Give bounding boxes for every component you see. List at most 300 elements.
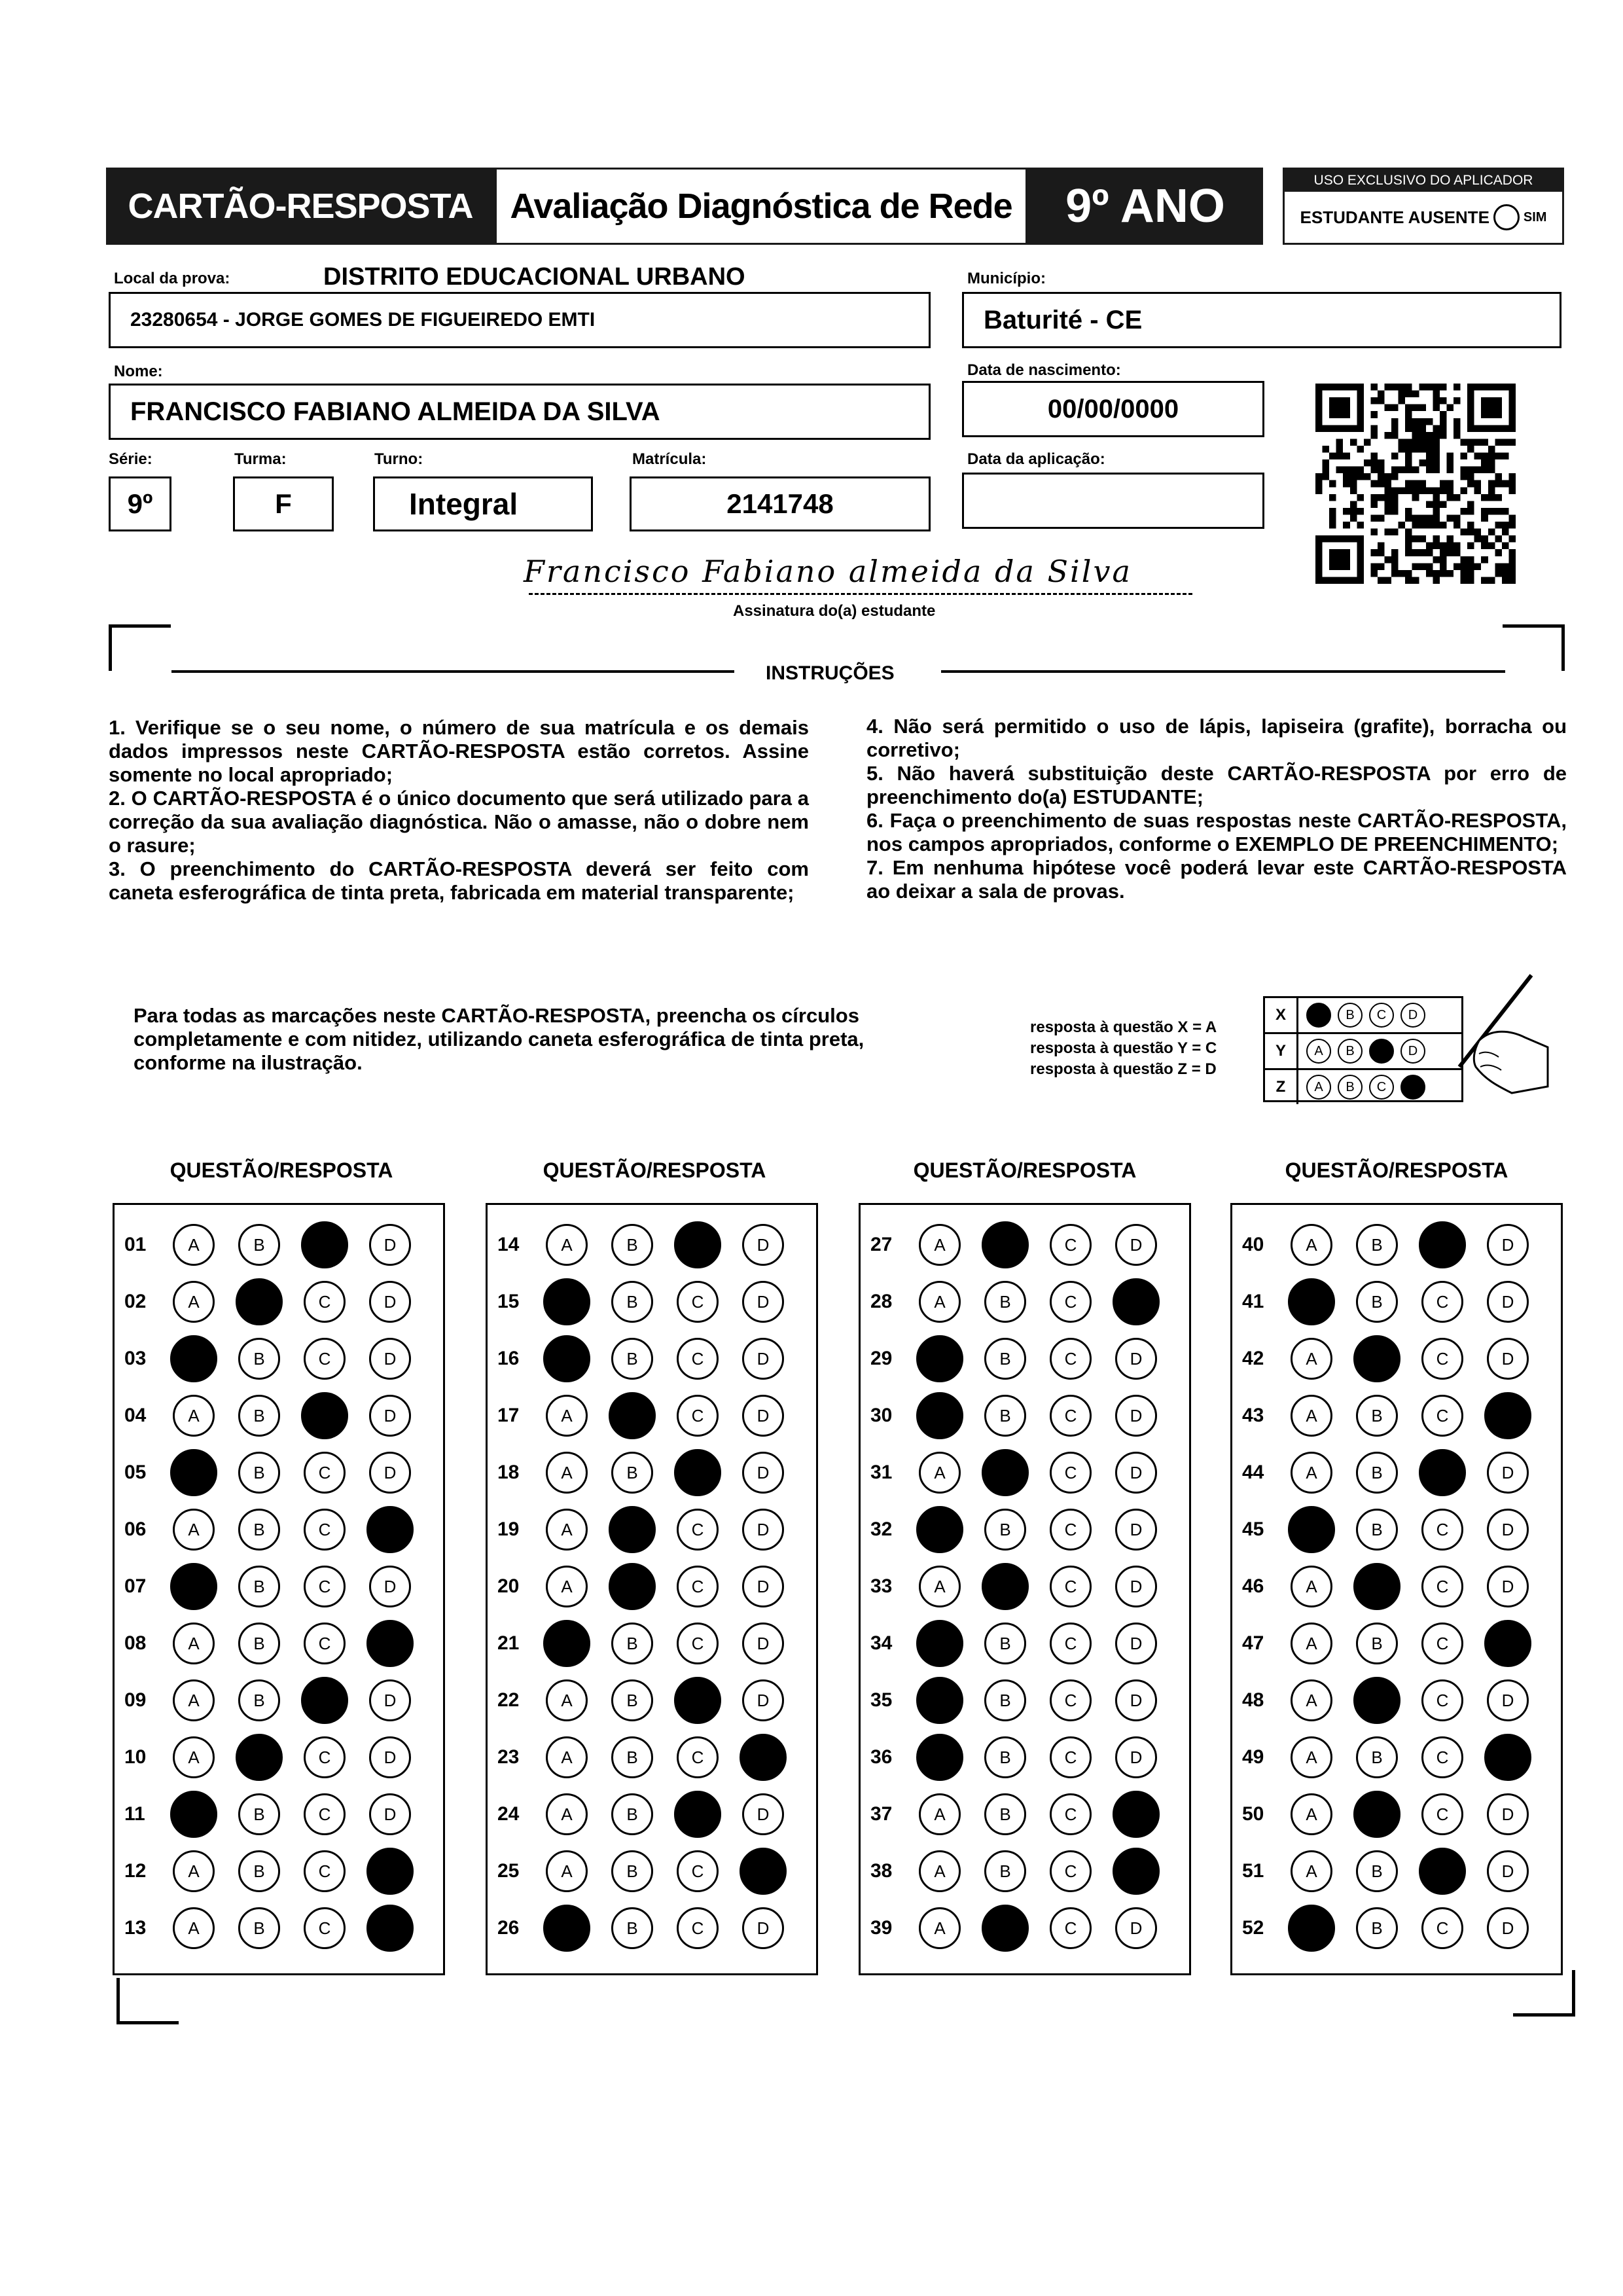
instructions-right (866, 715, 1567, 903)
school-field: 23280654 - JORGE GOMES DE FIGUEIREDO EMTI (109, 292, 931, 348)
answer-bubble-b[interactable]: B (238, 1907, 280, 1949)
answer-row (116, 1674, 435, 1727)
question-number: 03 (124, 1348, 147, 1369)
answer-bubble-b[interactable]: B (611, 1281, 653, 1323)
answer-bubble-b[interactable] (982, 1221, 1029, 1268)
answer-bubble-a[interactable]: A (173, 1281, 215, 1323)
answer-bubble-d[interactable]: D (1115, 1395, 1157, 1437)
answer-bubble-a[interactable] (170, 1449, 217, 1496)
question-number: 36 (870, 1746, 893, 1768)
answer-bubble-a[interactable]: A (919, 1850, 961, 1892)
answer-bubble-a[interactable]: A (919, 1281, 961, 1323)
answer-bubble-b[interactable]: B (1356, 1907, 1398, 1949)
answer-row (863, 1674, 1181, 1727)
answer-bubble-d[interactable]: D (742, 1452, 784, 1494)
question-number: 13 (124, 1917, 147, 1939)
answer-bubble-b[interactable]: B (238, 1224, 280, 1266)
absent-bubble[interactable] (1493, 204, 1520, 230)
serie-label: Série: (109, 450, 152, 468)
answer-bubble-a[interactable] (170, 1791, 217, 1838)
answer-row (116, 1276, 435, 1328)
answer-bubble-d[interactable] (366, 1506, 414, 1553)
answer-bubble-a[interactable] (916, 1506, 963, 1553)
question-number: 14 (497, 1234, 520, 1255)
answer-bubble-c[interactable]: C (304, 1736, 346, 1778)
question-number: 52 (1242, 1917, 1264, 1939)
example-grid (1263, 996, 1463, 1102)
answer-bubble-b[interactable]: B (238, 1452, 280, 1494)
example-row (1265, 1070, 1461, 1104)
answer-bubble-b[interactable]: B (611, 1793, 653, 1835)
answer-bubble-c[interactable]: C (677, 1907, 719, 1949)
answer-row (863, 1845, 1181, 1897)
answer-bubble-d[interactable] (366, 1848, 414, 1895)
column-header: QUESTÃO/RESPOSTA (543, 1158, 766, 1182)
answer-bubble-c[interactable]: C (1050, 1850, 1092, 1892)
answer-bubble-d[interactable] (1484, 1620, 1531, 1667)
answer-row (1234, 1219, 1552, 1271)
answer-bubble-c[interactable]: C (1050, 1338, 1092, 1380)
answer-bubble-a[interactable]: A (919, 1452, 961, 1494)
answer-bubble-c[interactable]: C (1421, 1623, 1463, 1664)
answer-row (863, 1390, 1181, 1442)
answer-row (863, 1902, 1181, 1954)
question-number: 34 (870, 1632, 893, 1654)
answer-row (116, 1902, 435, 1954)
answer-bubble-c[interactable]: C (304, 1623, 346, 1664)
example-question-label: X (1265, 998, 1298, 1032)
answer-bubble-c[interactable]: C (677, 1736, 719, 1778)
corner-mark-bottom-left (116, 1978, 179, 2024)
answer-bubble-a[interactable]: A (546, 1395, 588, 1437)
answer-bubble-c[interactable]: C (304, 1793, 346, 1835)
answer-bubble-c[interactable]: C (1421, 1395, 1463, 1437)
answer-bubble-b[interactable]: B (238, 1679, 280, 1721)
answer-bubble-c[interactable] (674, 1221, 721, 1268)
answer-bubble-a[interactable] (916, 1335, 963, 1382)
answer-bubble-b[interactable]: B (611, 1736, 653, 1778)
answer-bubble-c[interactable] (301, 1677, 348, 1724)
answer-bubble-a[interactable]: A (173, 1907, 215, 1949)
question-number: 22 (497, 1689, 520, 1711)
answer-bubble-b[interactable] (236, 1734, 283, 1781)
example-bubble-c: C (1369, 1003, 1394, 1028)
answer-row (116, 1731, 435, 1784)
answer-bubble-d[interactable]: D (1487, 1793, 1529, 1835)
answer-row (863, 1446, 1181, 1499)
answer-bubble-a[interactable]: A (1291, 1338, 1332, 1380)
answer-bubble-a[interactable]: A (546, 1793, 588, 1835)
answer-bubble-d[interactable]: D (369, 1736, 411, 1778)
answer-bubble-d[interactable]: D (742, 1338, 784, 1380)
answer-bubble-b[interactable]: B (1356, 1452, 1398, 1494)
answer-row (490, 1788, 808, 1840)
question-number: 37 (870, 1803, 893, 1825)
answer-bubble-d[interactable]: D (369, 1566, 411, 1607)
answer-bubble-b[interactable]: B (984, 1679, 1026, 1721)
question-number: 19 (497, 1518, 520, 1540)
answer-bubble-b[interactable]: B (1356, 1736, 1398, 1778)
answer-bubble-a[interactable] (916, 1677, 963, 1724)
example-question-label: Z (1265, 1070, 1298, 1104)
answer-bubble-d[interactable]: D (369, 1224, 411, 1266)
answer-bubble-d[interactable]: D (369, 1452, 411, 1494)
answer-bubble-d[interactable]: D (369, 1395, 411, 1437)
answer-row (1234, 1617, 1552, 1670)
example-bubble-d: D (1400, 1003, 1425, 1028)
answer-bubble-a[interactable]: A (546, 1736, 588, 1778)
answer-bubble-d[interactable] (1484, 1392, 1531, 1439)
answer-bubble-b[interactable]: B (611, 1679, 653, 1721)
matricula-field: 2141748 (630, 476, 931, 531)
answer-bubble-d[interactable]: D (1115, 1452, 1157, 1494)
answer-bubble-a[interactable]: A (173, 1850, 215, 1892)
answer-bubble-a[interactable]: A (173, 1623, 215, 1664)
question-number: 44 (1242, 1462, 1264, 1483)
answer-bubble-a[interactable]: A (173, 1509, 215, 1551)
answer-bubble-a[interactable]: A (546, 1509, 588, 1551)
question-number: 49 (1242, 1746, 1264, 1768)
answer-bubble-a[interactable]: A (173, 1224, 215, 1266)
answer-bubble-b[interactable]: B (1356, 1395, 1398, 1437)
question-number: 51 (1242, 1860, 1264, 1882)
signature-line (529, 593, 1192, 595)
answer-bubble-b[interactable] (982, 1905, 1029, 1952)
turno-label: Turno: (374, 450, 423, 468)
answer-bubble-c[interactable]: C (1050, 1623, 1092, 1664)
answer-bubble-d[interactable]: D (1487, 1452, 1529, 1494)
answer-bubble-b[interactable] (1353, 1791, 1400, 1838)
answer-bubble-d[interactable]: D (742, 1679, 784, 1721)
answer-row (1234, 1333, 1552, 1385)
answer-bubble-a[interactable] (543, 1278, 590, 1325)
answer-bubble-b[interactable]: B (1356, 1850, 1398, 1892)
answer-bubble-a[interactable] (916, 1620, 963, 1667)
answer-bubble-c[interactable]: C (677, 1566, 719, 1607)
answer-row (116, 1503, 435, 1556)
example-bubble-d: D (1400, 1039, 1425, 1064)
answer-bubble-a[interactable]: A (546, 1224, 588, 1266)
question-number: 20 (497, 1575, 520, 1597)
answer-bubble-c[interactable]: C (677, 1281, 719, 1323)
example-row (1265, 998, 1461, 1034)
answer-bubble-a[interactable]: A (1291, 1224, 1332, 1266)
answer-bubble-c[interactable]: C (304, 1452, 346, 1494)
answer-bubble-a[interactable] (1288, 1278, 1335, 1325)
answer-bubble-b[interactable]: B (238, 1793, 280, 1835)
answer-bubble-a[interactable] (170, 1335, 217, 1382)
answer-row (490, 1674, 808, 1727)
question-number: 50 (1242, 1803, 1264, 1825)
answer-bubble-b[interactable]: B (611, 1224, 653, 1266)
answer-bubble-b[interactable]: B (238, 1338, 280, 1380)
answer-bubble-c[interactable] (674, 1677, 721, 1724)
answer-bubble-a[interactable] (543, 1905, 590, 1952)
name-field: FRANCISCO FABIANO ALMEIDA DA SILVA (109, 384, 931, 440)
answer-bubble-d[interactable]: D (742, 1907, 784, 1949)
answer-bubble-c[interactable] (674, 1791, 721, 1838)
answer-bubble-c[interactable]: C (1050, 1679, 1092, 1721)
answer-bubble-c[interactable]: C (1421, 1281, 1463, 1323)
answer-bubble-b[interactable] (609, 1506, 656, 1553)
answer-bubble-a[interactable] (1288, 1905, 1335, 1952)
question-number: 10 (124, 1746, 147, 1768)
answer-bubble-c[interactable]: C (1421, 1793, 1463, 1835)
instruction-6: 6. Faça o preenchimento de suas respostas neste CARTÃO-RESPOSTA, nos campos apropriados, conforme o EXEMPLO DE PREENCHIMENTO; (866, 809, 1567, 855)
answer-bubble-d[interactable]: D (1487, 1566, 1529, 1607)
example-row (1265, 1034, 1461, 1070)
answer-bubble-d[interactable] (366, 1620, 414, 1667)
answer-bubble-c[interactable]: C (677, 1338, 719, 1380)
application-date-field[interactable] (962, 473, 1264, 529)
answer-bubble-c[interactable]: C (677, 1623, 719, 1664)
answer-bubble-b[interactable] (236, 1278, 283, 1325)
answer-bubble-b[interactable]: B (238, 1566, 280, 1607)
example-bubble-b: B (1338, 1003, 1363, 1028)
answer-bubble-b[interactable]: B (611, 1452, 653, 1494)
answer-row (863, 1276, 1181, 1328)
example-bubble-d (1400, 1075, 1425, 1100)
answer-bubble-d[interactable]: D (1115, 1623, 1157, 1664)
answer-bubble-b[interactable]: B (238, 1623, 280, 1664)
question-number: 29 (870, 1348, 893, 1369)
answer-bubble-b[interactable] (609, 1392, 656, 1439)
absent-yes-label: SIM (1523, 209, 1547, 224)
instruction-7: 7. Em nenhuma hipótese você poderá levar este CARTÃO-RESPOSTA ao deixar a sala de provas. (866, 856, 1567, 903)
answer-bubble-a[interactable] (1288, 1506, 1335, 1553)
answer-bubble-a[interactable]: A (1291, 1850, 1332, 1892)
answer-bubble-c[interactable]: C (1050, 1793, 1092, 1835)
answer-bubble-c[interactable]: C (304, 1509, 346, 1551)
answer-bubble-c[interactable]: C (1050, 1566, 1092, 1607)
answer-bubble-a[interactable]: A (173, 1679, 215, 1721)
answer-bubble-a[interactable] (543, 1335, 590, 1382)
answer-bubble-c[interactable]: C (1050, 1509, 1092, 1551)
answer-row (490, 1446, 808, 1499)
answer-bubble-a[interactable]: A (1291, 1566, 1332, 1607)
answer-bubble-b[interactable]: B (1356, 1509, 1398, 1551)
answer-bubble-d[interactable]: D (742, 1281, 784, 1323)
example-legend (1030, 1017, 1217, 1080)
answer-bubble-d[interactable]: D (742, 1566, 784, 1607)
answer-row (490, 1333, 808, 1385)
answer-bubble-d[interactable]: D (1115, 1736, 1157, 1778)
answer-bubble-d[interactable]: D (1115, 1566, 1157, 1607)
answer-bubble-a[interactable]: A (546, 1850, 588, 1892)
answer-bubble-a[interactable] (170, 1563, 217, 1610)
answer-bubble-c[interactable]: C (1421, 1679, 1463, 1721)
answer-bubble-b[interactable]: B (1356, 1281, 1398, 1323)
answer-bubble-d[interactable]: D (1487, 1509, 1529, 1551)
question-number: 43 (1242, 1405, 1264, 1426)
answer-bubble-d[interactable]: D (1115, 1338, 1157, 1380)
answer-bubble-a[interactable]: A (1291, 1623, 1332, 1664)
answer-bubble-b[interactable]: B (611, 1338, 653, 1380)
answer-bubble-a[interactable]: A (919, 1224, 961, 1266)
answer-row (490, 1560, 808, 1613)
answer-bubble-d[interactable]: D (369, 1679, 411, 1721)
answer-bubble-a[interactable]: A (546, 1679, 588, 1721)
question-number: 31 (870, 1462, 893, 1483)
answer-bubble-c[interactable]: C (304, 1850, 346, 1892)
answer-bubble-b[interactable]: B (238, 1395, 280, 1437)
answer-bubble-c[interactable] (1419, 1221, 1466, 1268)
answer-bubble-c[interactable]: C (304, 1566, 346, 1607)
answer-bubble-d[interactable] (740, 1848, 787, 1895)
answer-bubble-d[interactable]: D (1487, 1338, 1529, 1380)
answer-bubble-b[interactable]: B (611, 1623, 653, 1664)
answer-row (863, 1503, 1181, 1556)
question-number: 28 (870, 1291, 893, 1312)
answer-bubble-c[interactable]: C (677, 1850, 719, 1892)
answer-bubble-d[interactable] (740, 1734, 787, 1781)
answer-row (116, 1390, 435, 1442)
answer-bubble-d[interactable]: D (742, 1623, 784, 1664)
corner-mark-bottom-right (1513, 1970, 1575, 2017)
question-number: 05 (124, 1462, 147, 1483)
answer-bubble-d[interactable] (1484, 1734, 1531, 1781)
answer-bubble-c[interactable] (1419, 1848, 1466, 1895)
answer-bubble-a[interactable]: A (1291, 1736, 1332, 1778)
applicator-box (1283, 168, 1564, 245)
answer-bubble-a[interactable]: A (919, 1566, 961, 1607)
answer-bubble-a[interactable]: A (546, 1452, 588, 1494)
answer-bubble-b[interactable] (1353, 1677, 1400, 1724)
answer-bubble-d[interactable] (1113, 1848, 1160, 1895)
answer-bubble-a[interactable]: A (173, 1736, 215, 1778)
answer-bubble-d[interactable]: D (1115, 1679, 1157, 1721)
answer-bubble-c[interactable]: C (1050, 1224, 1092, 1266)
answer-row (1234, 1276, 1552, 1328)
answer-bubble-d[interactable]: D (1115, 1907, 1157, 1949)
answer-bubble-d[interactable]: D (1487, 1850, 1529, 1892)
answer-bubble-c[interactable]: C (304, 1907, 346, 1949)
answer-bubble-d[interactable]: D (369, 1338, 411, 1380)
answer-bubble-a[interactable] (916, 1734, 963, 1781)
answer-bubble-c[interactable]: C (1050, 1395, 1092, 1437)
answer-bubble-d[interactable]: D (1487, 1907, 1529, 1949)
answer-bubble-d[interactable]: D (369, 1281, 411, 1323)
answer-bubble-d[interactable]: D (1487, 1224, 1529, 1266)
question-number: 26 (497, 1917, 520, 1939)
instructions-left (109, 716, 809, 905)
instruction-1: 1. Verifique se o seu nome, o número de sua matrícula e os demais dados impressos neste CARTÃO-RESPOSTA estão corretos. Assine somente no local apropriado; (109, 716, 809, 786)
answer-row (1234, 1845, 1552, 1897)
answer-bubble-b[interactable] (982, 1563, 1029, 1610)
answer-bubble-c[interactable]: C (1050, 1281, 1092, 1323)
answer-bubble-b[interactable]: B (984, 1281, 1026, 1323)
answer-bubble-c[interactable]: C (1050, 1907, 1092, 1949)
answer-bubble-b[interactable]: B (984, 1623, 1026, 1664)
answer-bubble-d[interactable]: D (1487, 1679, 1529, 1721)
answer-bubble-c[interactable]: C (1421, 1907, 1463, 1949)
answer-bubble-d[interactable]: D (742, 1793, 784, 1835)
answer-bubble-b[interactable]: B (238, 1509, 280, 1551)
answer-bubble-c[interactable]: C (1421, 1566, 1463, 1607)
answer-row (863, 1617, 1181, 1670)
answer-bubble-b[interactable]: B (984, 1736, 1026, 1778)
answer-bubble-b[interactable]: B (984, 1509, 1026, 1551)
answer-bubble-c[interactable]: C (1421, 1338, 1463, 1380)
answer-row (116, 1617, 435, 1670)
exam-site-label: Local da prova: (114, 270, 230, 287)
answer-bubble-b[interactable]: B (238, 1850, 280, 1892)
instruction-4: 4. Não será permitido o uso de lápis, lapiseira (grafite), borracha ou corretivo; (866, 715, 1567, 761)
answer-bubble-d[interactable]: D (742, 1224, 784, 1266)
answer-bubble-a[interactable]: A (1291, 1452, 1332, 1494)
question-number: 17 (497, 1405, 520, 1426)
answer-bubble-d[interactable] (366, 1905, 414, 1952)
answer-bubble-b[interactable]: B (984, 1395, 1026, 1437)
student-signature: Francisco Fabiano almeida da Silva (524, 554, 1132, 589)
answer-bubble-c[interactable] (674, 1449, 721, 1496)
answer-bubble-d[interactable]: D (369, 1793, 411, 1835)
question-number: 18 (497, 1462, 520, 1483)
answer-bubble-a[interactable]: A (546, 1566, 588, 1607)
answer-row (1234, 1902, 1552, 1954)
answer-row (490, 1617, 808, 1670)
answer-bubble-a[interactable]: A (1291, 1395, 1332, 1437)
answer-bubble-c[interactable]: C (1421, 1509, 1463, 1551)
answer-bubble-a[interactable]: A (1291, 1793, 1332, 1835)
example-bubble-b: B (1338, 1075, 1363, 1100)
answer-bubble-b[interactable] (609, 1563, 656, 1610)
answer-bubble-c[interactable]: C (677, 1395, 719, 1437)
question-number: 32 (870, 1518, 893, 1540)
answer-bubble-d[interactable]: D (1487, 1281, 1529, 1323)
answer-bubble-b[interactable] (1353, 1563, 1400, 1610)
answer-bubble-c[interactable] (301, 1392, 348, 1439)
answer-bubble-c[interactable] (1419, 1449, 1466, 1496)
answer-bubble-b[interactable] (1353, 1335, 1400, 1382)
answer-bubble-b[interactable]: B (984, 1793, 1026, 1835)
answer-bubble-c[interactable] (301, 1221, 348, 1268)
answer-bubble-b[interactable]: B (1356, 1623, 1398, 1664)
answer-bubble-b[interactable]: B (611, 1907, 653, 1949)
question-number: 12 (124, 1860, 147, 1882)
answer-bubble-a[interactable] (543, 1620, 590, 1667)
answer-bubble-c[interactable]: C (304, 1281, 346, 1323)
answer-bubble-c[interactable]: C (304, 1338, 346, 1380)
answer-bubble-d[interactable]: D (1115, 1224, 1157, 1266)
answer-bubble-b[interactable]: B (1356, 1224, 1398, 1266)
answer-bubble-c[interactable]: C (677, 1509, 719, 1551)
answer-bubble-b[interactable]: B (984, 1338, 1026, 1380)
answer-bubble-d[interactable] (1113, 1791, 1160, 1838)
example-line-y: resposta à questão Y = C (1030, 1039, 1217, 1057)
answer-bubble-a[interactable]: A (173, 1395, 215, 1437)
answer-bubble-c[interactable]: C (1050, 1452, 1092, 1494)
answer-bubble-c[interactable]: C (1050, 1736, 1092, 1778)
answer-bubble-b[interactable] (982, 1449, 1029, 1496)
answer-bubble-a[interactable] (916, 1392, 963, 1439)
answer-bubble-b[interactable]: B (611, 1850, 653, 1892)
answer-bubble-a[interactable]: A (1291, 1679, 1332, 1721)
answer-bubble-d[interactable]: D (1115, 1509, 1157, 1551)
question-number: 41 (1242, 1291, 1264, 1312)
answer-bubble-d[interactable]: D (742, 1395, 784, 1437)
answer-bubble-b[interactable]: B (984, 1850, 1026, 1892)
answer-bubble-a[interactable]: A (919, 1793, 961, 1835)
answer-bubble-c[interactable]: C (1421, 1736, 1463, 1778)
turno-field: Integral (373, 476, 593, 531)
birth-field: 00/00/0000 (962, 381, 1264, 437)
question-number: 01 (124, 1234, 147, 1255)
answer-bubble-d[interactable] (1113, 1278, 1160, 1325)
answer-bubble-d[interactable]: D (742, 1509, 784, 1551)
question-number: 09 (124, 1689, 147, 1711)
answer-bubble-a[interactable]: A (919, 1907, 961, 1949)
